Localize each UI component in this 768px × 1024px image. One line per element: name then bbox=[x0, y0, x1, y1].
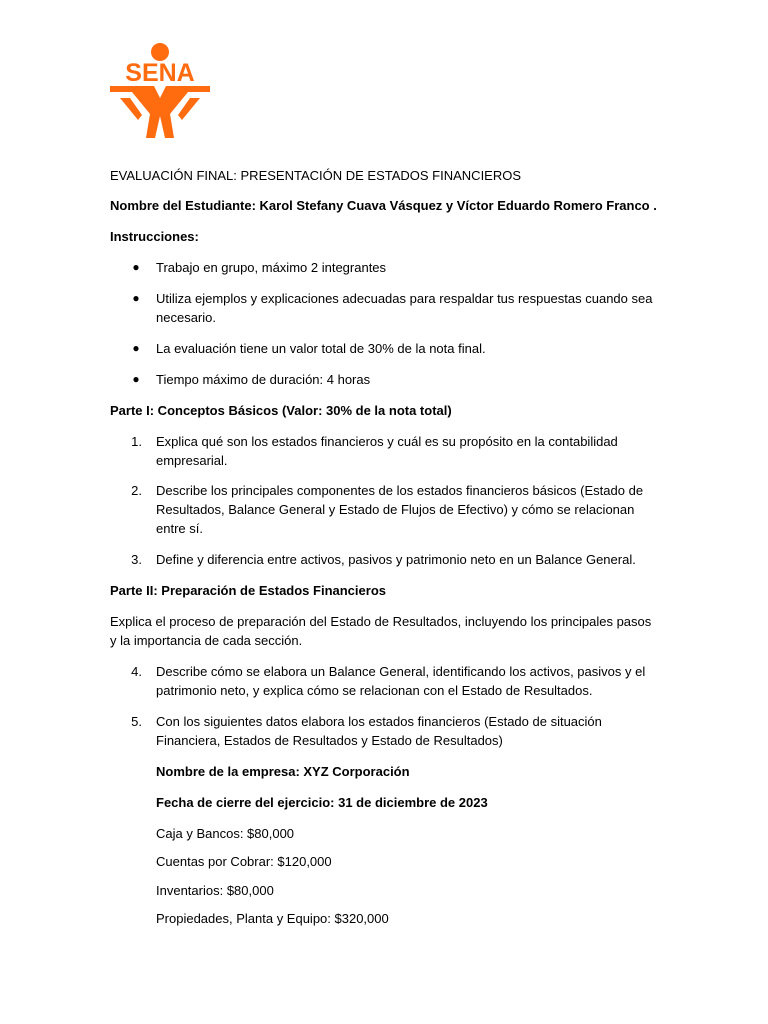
bullet-icon: ● bbox=[132, 341, 140, 355]
question-item: Describe los principales componentes de los estados financieros básicos (Estado de Resultados, Balance General y Estado de Flujos de Efectivo) y cómo se relacionan entre sí. bbox=[156, 483, 644, 536]
question-item: Describe cómo se elabora un Balance General, identificando los activos, pasivos y el patrimonio neto, y explica cómo se relacionan con el Estado de Resultados. bbox=[156, 664, 646, 698]
instructions-heading: Instrucciones: bbox=[110, 229, 199, 244]
question-item: Con los siguientes datos elabora los estados financieros (Estado de situación Financiera, Estados de Resultados y Estado de Resultados) bbox=[156, 714, 602, 748]
closing-date: Fecha de cierre del ejercicio: 31 de diciembre de 2023 bbox=[156, 795, 488, 810]
sena-logo bbox=[108, 42, 212, 138]
item-number: 4. bbox=[131, 664, 142, 679]
document-title: EVALUACIÓN FINAL: PRESENTACIÓN DE ESTADOS FINANCIEROS bbox=[110, 168, 522, 183]
data-line: Inventarios: $80,000 bbox=[156, 883, 274, 898]
logo-text: SENA bbox=[125, 59, 195, 87]
question-item: Define y diferencia entre activos, pasivos y patrimonio neto en un Balance General. bbox=[156, 552, 636, 567]
item-number: 2. bbox=[131, 483, 142, 498]
part2-intro: Explica el proceso de preparación del Estado de Resultados, incluyendo los principales pasos y la importancia de cada sección. bbox=[110, 614, 652, 648]
instruction-item: Trabajo en grupo, máximo 2 integrantes bbox=[156, 260, 387, 275]
bullet-icon: ● bbox=[132, 260, 140, 274]
item-number: 5. bbox=[131, 714, 142, 729]
student-name-line: Nombre del Estudiante: Karol Stefany Cuava Vásquez y Víctor Eduardo Romero Franco . bbox=[110, 198, 657, 213]
part1-heading: Parte I: Conceptos Básicos (Valor: 30% de la nota total) bbox=[110, 403, 452, 418]
data-line: Cuentas por Cobrar: $120,000 bbox=[156, 854, 332, 869]
instruction-item: La evaluación tiene un valor total de 30% de la nota final. bbox=[156, 341, 486, 356]
company-name: Nombre de la empresa: XYZ Corporación bbox=[156, 764, 410, 779]
instruction-item: Tiempo máximo de duración: 4 horas bbox=[156, 372, 371, 387]
part2-heading: Parte II: Preparación de Estados Financieros bbox=[110, 583, 386, 598]
item-number: 3. bbox=[131, 552, 142, 567]
bullet-icon: ● bbox=[132, 291, 140, 305]
question-item: Explica qué son los estados financieros y cuál es su propósito en la contabilidad empresarial. bbox=[156, 434, 618, 468]
instruction-item: Utiliza ejemplos y explicaciones adecuadas para respaldar tus respuestas cuando sea necesario. bbox=[156, 291, 653, 325]
data-line: Propiedades, Planta y Equipo: $320,000 bbox=[156, 911, 389, 926]
bullet-icon: ● bbox=[132, 372, 140, 386]
data-line: Caja y Bancos: $80,000 bbox=[156, 826, 295, 841]
item-number: 1. bbox=[131, 434, 142, 449]
